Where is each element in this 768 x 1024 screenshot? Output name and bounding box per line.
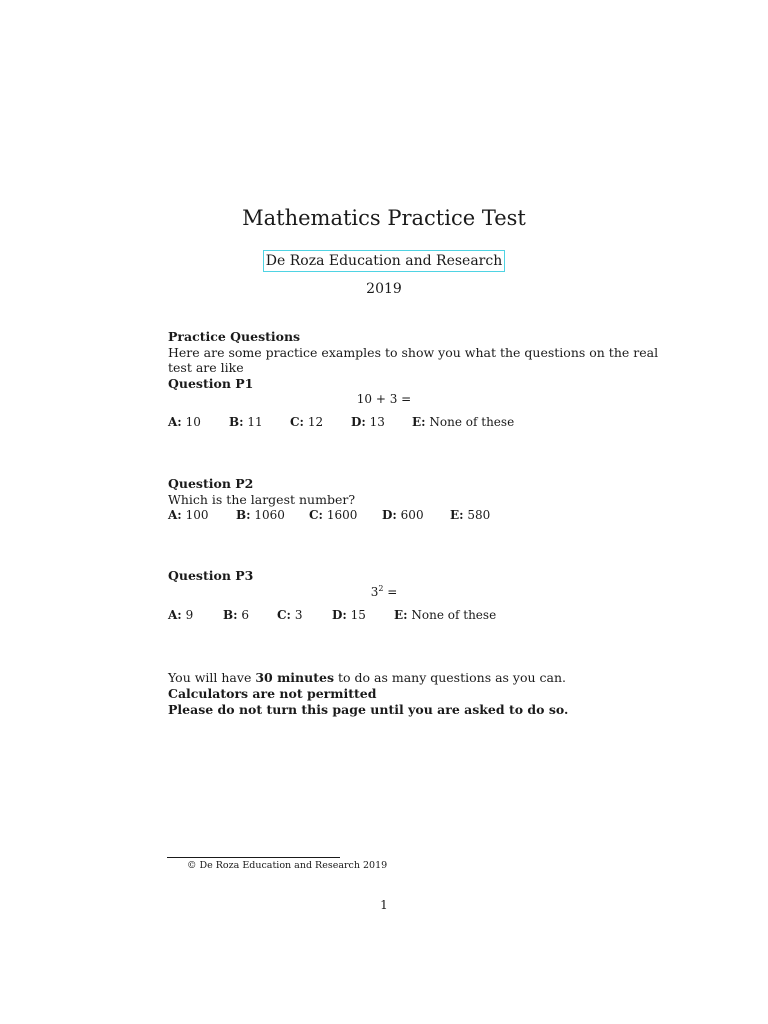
option-c: C: 12: [290, 415, 324, 429]
question-p3-label: Question P3: [168, 568, 254, 583]
question-p3-formula: $3^2$ =: [370, 584, 398, 599]
option-e: E: None of these: [412, 415, 515, 429]
do-not-turn-notice: Please do not turn this page until you are asked to do so.: [168, 702, 569, 717]
copyright-icon: ©: [187, 860, 197, 871]
calculator-notice: Calculators are not permitted: [168, 686, 377, 701]
footnote: © De Roza Education and Research 2019: [187, 860, 388, 871]
option-d: D: 13: [351, 415, 385, 429]
author-link[interactable]: De Roza Education and Research: [263, 250, 505, 272]
option-b: B: 6: [223, 608, 250, 622]
question-p1-label: Question P1: [168, 376, 254, 391]
option-e: E: None of these: [394, 608, 497, 622]
footnote-rule: [167, 857, 340, 858]
time-instruction: You will have 30 minutes to do as many questions as you can.: [168, 670, 567, 685]
page-number: 1: [380, 898, 388, 912]
option-a: A: 100: [168, 508, 209, 522]
question-p2-prompt: Which is the largest number?: [168, 492, 356, 507]
option-b: B: 11: [229, 415, 263, 429]
option-b: B: 1060: [236, 508, 285, 522]
option-d: D: 600: [382, 508, 424, 522]
intro-line-1: Here are some practice examples to show you what the questions on the real: [168, 345, 659, 360]
option-c: C: 1600: [309, 508, 358, 522]
author-container: [0, 250, 768, 272]
document-title: Mathematics Practice Test: [242, 206, 526, 230]
practice-heading: Practice Questions: [168, 329, 301, 344]
intro-line-2: test are like: [168, 360, 244, 375]
option-e: E: 580: [450, 508, 491, 522]
question-p1-formula: 10 + 3 =: [356, 392, 412, 406]
document-year: 2019: [366, 281, 402, 297]
question-p2-label: Question P2: [168, 476, 254, 491]
option-c: C: 3: [277, 608, 303, 622]
option-a: A: 10: [168, 415, 201, 429]
option-a: A: 9: [168, 608, 194, 622]
option-d: D: 15: [332, 608, 366, 622]
